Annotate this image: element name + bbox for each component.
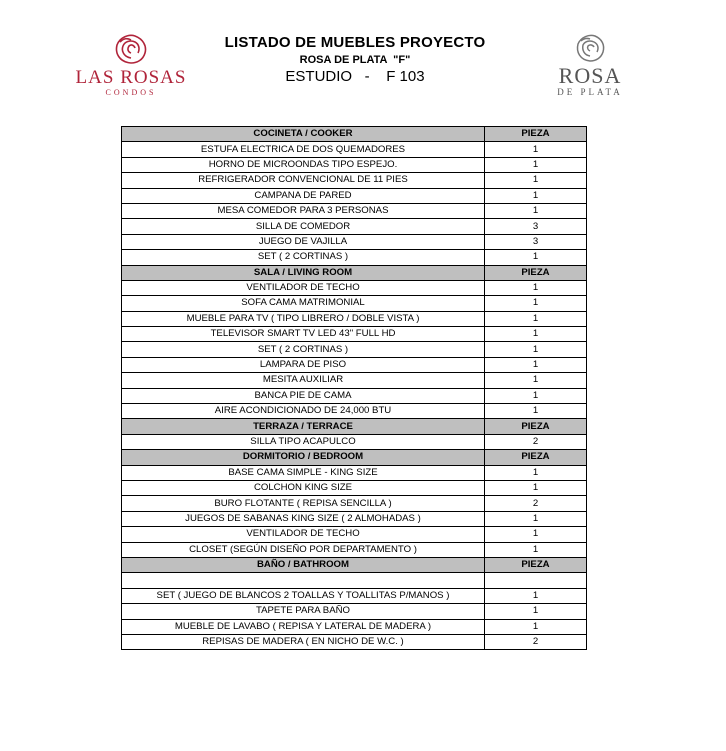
document-header xyxy=(200,34,510,86)
table-row xyxy=(122,588,587,603)
item-quantity: 1 xyxy=(485,296,587,311)
section-title: COCINETA / COOKER xyxy=(122,127,485,142)
item-description: SET ( 2 CORTINAS ) xyxy=(122,250,485,265)
item-description: REFRIGERADOR CONVENCIONAL DE 11 PIES xyxy=(122,173,485,188)
table-row xyxy=(122,573,587,588)
table-row xyxy=(122,327,587,342)
item-description: MUEBLE PARA TV ( TIPO LIBRERO / DOBLE VISTA ) xyxy=(122,311,485,326)
item-description: SILLA DE COMEDOR xyxy=(122,219,485,234)
item-description: BANCA PIE DE CAMA xyxy=(122,388,485,403)
rose-icon xyxy=(112,32,150,66)
item-quantity: 1 xyxy=(485,465,587,480)
section-title: BAÑO / BATHROOM xyxy=(122,557,485,572)
item-description: SET ( 2 CORTINAS ) xyxy=(122,342,485,357)
item-quantity: 1 xyxy=(485,342,587,357)
item-quantity: 1 xyxy=(485,173,587,188)
item-quantity: 1 xyxy=(485,357,587,372)
item-description: SOFA CAMA MATRIMONIAL xyxy=(122,296,485,311)
document-subtitle: ROSA DE PLATA "F" xyxy=(299,54,411,66)
table-row xyxy=(122,373,587,388)
table-row xyxy=(122,311,587,326)
las-rosas-logo xyxy=(72,32,190,102)
table-row xyxy=(122,542,587,557)
logo-left-tagline: CONDOS xyxy=(105,88,157,97)
table-row xyxy=(122,280,587,295)
item-quantity: 1 xyxy=(485,511,587,526)
section-header-row xyxy=(122,265,587,280)
item-quantity: 1 xyxy=(485,373,587,388)
item-quantity: 1 xyxy=(485,142,587,157)
item-quantity: 1 xyxy=(485,311,587,326)
table-row xyxy=(122,619,587,634)
item-quantity: 1 xyxy=(485,480,587,495)
table-row xyxy=(122,465,587,480)
section-title: SALA / LIVING ROOM xyxy=(122,265,485,280)
item-description: ESTUFA ELECTRICA DE DOS QUEMADORES xyxy=(122,142,485,157)
section-header-row xyxy=(122,419,587,434)
item-description: AIRE ACONDICIONADO DE 24,000 BTU xyxy=(122,404,485,419)
item-description: JUEGO DE VAJILLA xyxy=(122,234,485,249)
item-quantity: 1 xyxy=(485,588,587,603)
table-row xyxy=(122,511,587,526)
item-quantity: 2 xyxy=(485,434,587,449)
quantity-column-header: PIEZA xyxy=(485,450,587,465)
item-description: SILLA TIPO ACAPULCO xyxy=(122,434,485,449)
item-description: LAMPARA DE PISO xyxy=(122,357,485,372)
section-title: DORMITORIO / BEDROOM xyxy=(122,450,485,465)
table-row xyxy=(122,480,587,495)
quantity-column-header: PIEZA xyxy=(485,419,587,434)
table-row xyxy=(122,342,587,357)
table-row xyxy=(122,219,587,234)
item-description: TELEVISOR SMART TV LED 43" FULL HD xyxy=(122,327,485,342)
table-row xyxy=(122,434,587,449)
table-row xyxy=(122,250,587,265)
item-description: REPISAS DE MADERA ( EN NICHO DE W.C. ) xyxy=(122,634,485,649)
unit-line: ESTUDIO - F 103 xyxy=(285,68,425,85)
table-row xyxy=(122,604,587,619)
item-description: VENTILADOR DE TECHO xyxy=(122,527,485,542)
item-quantity: 1 xyxy=(485,404,587,419)
section-header-row xyxy=(122,557,587,572)
logo-left-name: LAS ROSAS xyxy=(75,67,187,88)
table-row xyxy=(122,634,587,649)
quantity-column-header: PIEZA xyxy=(485,265,587,280)
table-row xyxy=(122,203,587,218)
item-description: MESA COMEDOR PARA 3 PERSONAS xyxy=(122,203,485,218)
item-description: BURO FLOTANTE ( REPISA SENCILLA ) xyxy=(122,496,485,511)
item-quantity: 1 xyxy=(485,280,587,295)
section-title: TERRAZA / TERRACE xyxy=(122,419,485,434)
item-quantity: 2 xyxy=(485,496,587,511)
section-header-row xyxy=(122,127,587,142)
item-quantity: 1 xyxy=(485,542,587,557)
item-description: VENTILADOR DE TECHO xyxy=(122,280,485,295)
item-quantity: 3 xyxy=(485,234,587,249)
item-description: COLCHON KING SIZE xyxy=(122,480,485,495)
logo-right-name: ROSA xyxy=(558,63,622,88)
table-row xyxy=(122,142,587,157)
furniture-table-body xyxy=(122,127,587,650)
item-description: TAPETE PARA BAÑO xyxy=(122,604,485,619)
item-description: MESITA AUXILIAR xyxy=(122,373,485,388)
item-description: CAMPANA DE PARED xyxy=(122,188,485,203)
item-description: SET ( JUEGO DE BLANCOS 2 TOALLAS Y TOALLITAS P/MANOS ) xyxy=(122,588,485,603)
table-row xyxy=(122,496,587,511)
item-quantity xyxy=(485,573,587,588)
quantity-column-header: PIEZA xyxy=(485,127,587,142)
item-quantity: 3 xyxy=(485,219,587,234)
furniture-table xyxy=(121,126,587,650)
rosa-de-plata-logo xyxy=(540,32,640,102)
item-quantity: 1 xyxy=(485,157,587,172)
item-description: BASE CAMA SIMPLE - KING SIZE xyxy=(122,465,485,480)
table-row xyxy=(122,157,587,172)
item-description: CLOSET (SEGÚN DISEÑO POR DEPARTAMENTO ) xyxy=(122,542,485,557)
item-quantity: 1 xyxy=(485,619,587,634)
table-row xyxy=(122,234,587,249)
table-row xyxy=(122,404,587,419)
item-quantity: 1 xyxy=(485,203,587,218)
item-quantity: 1 xyxy=(485,527,587,542)
document-title: LISTADO DE MUEBLES PROYECTO xyxy=(224,34,486,51)
silver-rose-icon xyxy=(573,32,607,64)
item-description xyxy=(122,573,485,588)
item-description: MUEBLE DE LAVABO ( REPISA Y LATERAL DE MADERA ) xyxy=(122,619,485,634)
table-row xyxy=(122,527,587,542)
table-row xyxy=(122,173,587,188)
table-row xyxy=(122,357,587,372)
item-quantity: 1 xyxy=(485,250,587,265)
quantity-column-header: PIEZA xyxy=(485,557,587,572)
item-description: HORNO DE MICROONDAS TIPO ESPEJO. xyxy=(122,157,485,172)
item-quantity: 1 xyxy=(485,327,587,342)
item-quantity: 2 xyxy=(485,634,587,649)
logo-right-tagline: DE PLATA xyxy=(557,87,623,97)
item-description: JUEGOS DE SABANAS KING SIZE ( 2 ALMOHADAS ) xyxy=(122,511,485,526)
table-row xyxy=(122,188,587,203)
item-quantity: 1 xyxy=(485,604,587,619)
table-row xyxy=(122,388,587,403)
item-quantity: 1 xyxy=(485,388,587,403)
table-row xyxy=(122,296,587,311)
section-header-row xyxy=(122,450,587,465)
item-quantity: 1 xyxy=(485,188,587,203)
